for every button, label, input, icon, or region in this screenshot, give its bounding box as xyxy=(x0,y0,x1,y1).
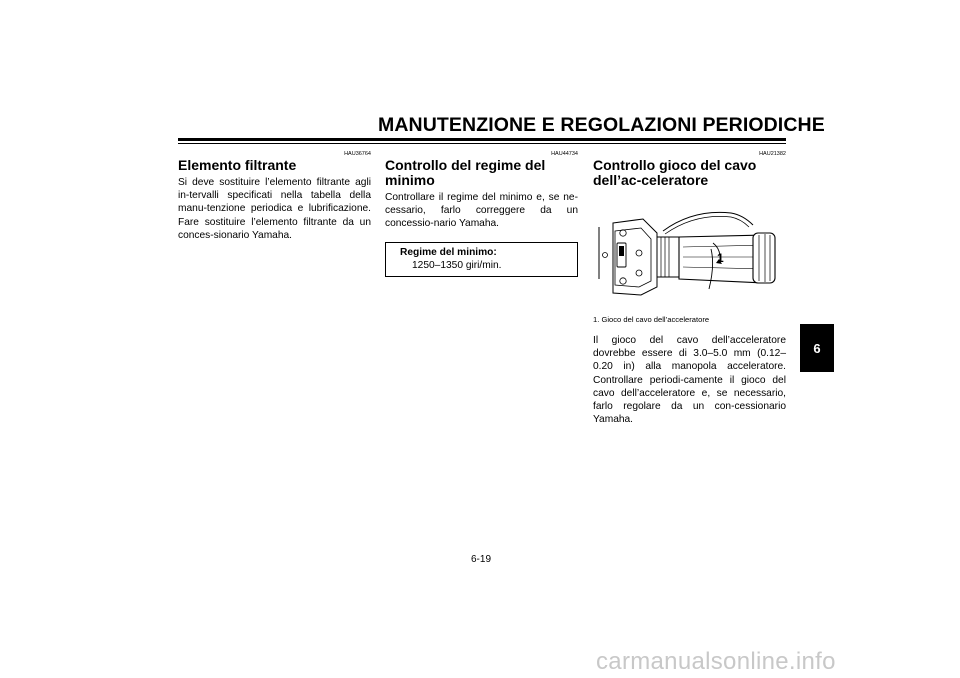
figure-caption: 1. Gioco del cavo dell’acceleratore xyxy=(593,315,710,324)
header-rule-thin xyxy=(178,143,786,144)
figure-callout-number: 1 xyxy=(717,251,724,265)
page-header-title: MANUTENZIONE E REGOLAZIONI PERIODICHE xyxy=(378,114,825,136)
page-number: 6-19 xyxy=(470,554,491,565)
watermark: carmanualsonline.info xyxy=(596,648,836,675)
section-body: Controllare il regime del minimo e, se ne-cessario, farlo correggere da un concessio-nario Yamaha. xyxy=(385,192,578,230)
chapter-tab: 6 xyxy=(800,324,834,372)
section-title: Controllo gioco del cavo dell’ac-celeratore xyxy=(593,157,757,188)
header-rule-thick xyxy=(178,138,786,141)
throttle-grip-illustration xyxy=(593,203,786,309)
spec-value: 1250–1350 giri/min. xyxy=(412,259,502,271)
section-throttle-cable xyxy=(593,150,786,426)
section-idle-speed xyxy=(385,150,578,277)
spec-label: Regime del minimo: xyxy=(400,246,497,258)
section-title: Controllo del regime del minimo xyxy=(385,157,546,188)
section-title: Elemento filtrante xyxy=(178,157,297,173)
section-body: Il gioco del cavo dell’acceleratore dovrebbe essere di 3.0–5.0 mm (0.12–0.20 in) alla manopola acceleratore. Controllare periodi-camente il gioco del cavo dell’acceleratore e, se necessario, farlo regolare da un con-cessionario Yamaha. xyxy=(593,335,786,426)
section-air-filter xyxy=(178,150,371,242)
spec-box xyxy=(385,242,578,277)
section-code: HAU36764 xyxy=(344,151,371,157)
section-code: HAU21382 xyxy=(759,151,786,157)
section-code: HAU44734 xyxy=(551,151,578,157)
section-body: Si deve sostituire l’elemento filtrante agli in-tervalli specificati nella tabella della manu-tenzione periodica e lubrificazione. Fare sostituire l’elemento filtrante da un conces-sionario Yamaha. xyxy=(178,177,371,241)
